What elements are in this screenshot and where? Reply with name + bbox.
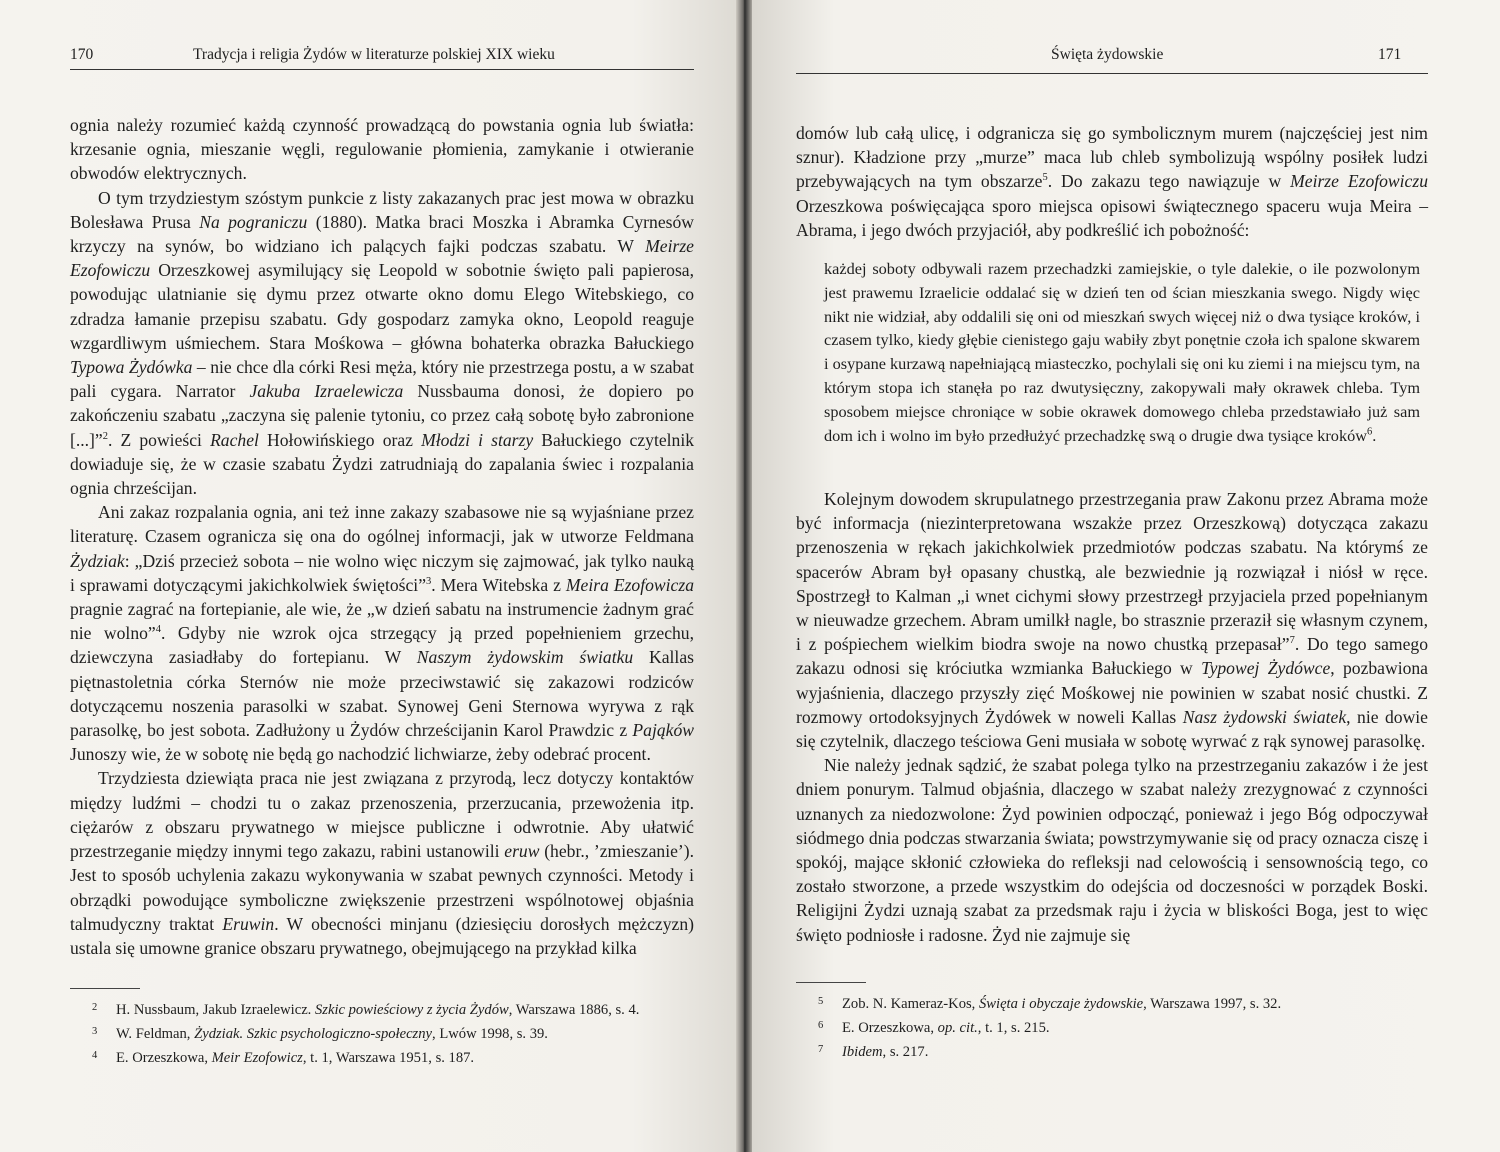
footnote-number: 5 bbox=[818, 996, 824, 1007]
right-footnote bbox=[818, 1015, 1438, 1039]
block-quote bbox=[824, 257, 1420, 447]
left-footnotes bbox=[92, 997, 712, 1069]
left-footnote bbox=[92, 997, 712, 1021]
footnote-text: E. Orzeszkowa, op. cit., t. 1, s. 215. bbox=[842, 1020, 1050, 1036]
right-footnote bbox=[818, 1039, 1438, 1063]
left-body-paragraph: Ani zakaz rozpalania ognia, ani też inne zakazy szabasowe nie są wyjaśniane przez literaturę. Czasem ogranicza się ona do ogólnej informacji, jak w utworze Feldmana Żydziak: „Dziś przecież sobota – nie wolno więc niczym się zajmować, jak tylko nauką i sprawami dotyczącymi jakichkolwiek świętości”$^3$. Mera Witebska z Meira Ezofowicza pragnie zagrać na fortepianie, ale wie, że „w dzień sabatu na instrumencie żadnym grać nie wolno”$^4$. Gdyby nie wzrok ojca strzegący ją przed popełnieniem grzechu, dziewczyna zasiadłaby do fortepianu. W Naszym żydowskim światku Kallas piętnastoletnia córka Sternów nie może przeciwstawić się zakazowi rodziców dotyczącemu noszenia parasolki w szabat. Synowej Geni Sternowa wyrywa z rąk parasolkę, bo jest sobota. Zadłużony u Żydów chrześcijanin Karol Prawdzic z Pająków Junoszy wie, że w sobotę nie będą go nachodzić lichwiarze, żeby odebrać procent. bbox=[70, 502, 695, 765]
left-page bbox=[0, 0, 744, 1152]
right-body-paragraph: Kolejnym dowodem skrupulatnego przestrzegania praw Zakonu przez Abrama może być informacja (niezinterpretowana wszakże przez Orzeszkową) dotycząca zakazu przenoszenia w rękach jakichkolwiek przedmiotów podczas szabatu. Na którymś ze spacerów Abram był opasany chustką, ale bezwiednie ją rozwiązał i niósł w ręce. Spostrzegł to Kalman „i wnet cichymi słowy przestrzegł przyjaciela przed popełnianym w nieuwadze grzechem. Abram umilkł nagle, bo strasznie przeraził się własnym czynem, i z pośpiechem wielkim biodra swoje na nowo chustką przepasał”$^7$. Do tego samego zakazu odnosi się króciutka wzmianka Bałuckiego w Typowej Żydówce, pozbawiona wyjaśnienia, dlaczego przyszły zięć Mośkowej nie powinien w szabat nosić chustki. Z rozmowy ortodoksyjnych Żydówek w noweli Kallas Nasz żydowski światek, nie dowie się czytelnik, dlaczego teściowa Geni musiała w sobotę wyrwać z rąk synowej parasolkę. bbox=[796, 489, 1428, 752]
left-body-paragraph: Trzydziesta dziewiąta praca nie jest związana z przyrodą, lecz dotyczy kontaktów między ludźmi – chodzi tu o zakaz przenoszenia, przerzucania, przewożenia itp. ciężarów z obszaru prywatnego w miejsce publiczne i odwrotnie. Aby ułatwić przestrzeganie między innymi tego zakazu, rabini ustanowili eruw (hebr., ’zmieszanie’). Jest to sposób uchylenia zakazu wykonywania w szabat pewnych czynności. Metody i obrządki powodujące symboliczne zwiększenie przestrzeni wspólnotowej objaśnia talmudyczny traktat Eruwin. W obecności minjanu (dziesięciu dorosłych mężczyzn) ustala się umowne granice obszaru prywatnego, obejmującego na przykład kilka bbox=[70, 768, 695, 958]
left-running-head: Tradycja i religia Żydów w literaturze polskiej XIX wieku bbox=[193, 46, 555, 63]
left-footnote bbox=[92, 1045, 712, 1069]
left-footnote bbox=[92, 1021, 712, 1045]
right-header-rule bbox=[796, 73, 1428, 74]
left-header-rule bbox=[70, 69, 694, 70]
right-body-text-bottom bbox=[796, 487, 1428, 947]
footnote-text: W. Feldman, Żydziak. Szkic psychologiczno-społeczny, Lwów 1998, s. 39. bbox=[116, 1026, 548, 1042]
right-running-head: Święta żydowskie bbox=[1051, 46, 1164, 63]
footnote-text: E. Orzeszkowa, Meir Ezofowicz, t. 1, Warszawa 1951, s. 187. bbox=[116, 1050, 475, 1066]
block-quote-text: każdej soboty odbywali razem przechadzki zamiejskie, o tyle dalekie, o ile pozwolonym jest prawemu Izraelicie oddalać się w dzień ten od ścian mieszkania swego. Nigdy więc nikt nie widział, aby oddalili się oni od mieszkań swych więcej niż o dwa tysiące kroków, i czasem tylko, kiedy głębie cienistego gaju wabiły zbyt ponętnie czoła ich spalone skwarem i osypane kurzawą napełniającą miasteczko, pochylali się oni ku ziemi i na miejscu tym, na którym stopa ich stanęła po raz dwutysięczny, zakopywali mały okrawek chleba. Tym sposobem miejsce chroniące w sobie okrawek domowego chleba przedstawiało już sam dom ich i wolno im było przedłużyć przechadzkę swą o drugie dwa tysiące kroków$^6$. bbox=[824, 259, 1420, 445]
footnote-text: Ibidem, s. 217. bbox=[842, 1044, 929, 1060]
book-gutter bbox=[736, 0, 752, 1152]
right-body-paragraph: domów lub całą ulicę, i odgranicza się go symbolicznym murem (najczęściej jest nim sznur). Kładzione przy „murze” maca lub chleb symbolizują wspólny posiłek ludzi przebywających na tym obszarze$^5$. Do zakazu tego nawiązuje w Meirze Ezofowiczu Orzeszkowa poświęcająca sporo miejsca opisowi świątecznego spaceru wuja Meira – Abrama, i jego dwóch przyjaciół, aby podkreślić ich pobożność: bbox=[796, 123, 1429, 240]
left-footnote-rule bbox=[70, 988, 140, 989]
footnote-number: 7 bbox=[818, 1044, 824, 1055]
right-body-paragraph: Nie należy jednak sądzić, że szabat polega tylko na przestrzeganiu zakazów i że jest dniem ponurym. Talmud objaśnia, dlaczego w szabat należy zrezygnować z czynności uznanych za niedozwolone: Żyd powinien odpocząć, ponieważ i jego Bóg odpoczywał siódmego dnia podczas stwarzania świata; powstrzymywanie się od pracy oznacza ciszę i spokój, mające skłonić człowieka do refleksji nad celowością i sensownością tego, co zostało stworzone, a przede wszystkim do odejścia od doczesności w porządek Boski. Religijni Żydzi uznają szabat za przedsmak raju i życia w bliskości Boga, jest to więc święto podniosłe i radosne. Żyd nie zajmuje się bbox=[796, 755, 1428, 945]
footnote-number: 4 bbox=[92, 1050, 98, 1061]
left-page-number: 170 bbox=[70, 46, 94, 63]
left-body-paragraph: O tym trzydziestym szóstym punkcie z listy zakazanych prac jest mowa w obrazku Bolesława Prusa Na pograniczu (1880). Matka braci Moszka i Abramka Cyrnesów krzyczy na synów, bo widziano ich palących fajki podczas szabatu. W Meirze Ezofowiczu Orzeszkowej asymilujący się Leopold w sobotnie święto pali papierosa, powodując ulatnianie się dymu przez otwarte okno domu Elego Witebskiego, co zdradza łamanie przepisu szabatu. Gdy gospodarz zamyka okno, Leopold reaguje wzgardliwym uśmiechem. Stara Mośkowa – główna bohaterka obrazka Bałuckiego Typowa Żydówka – nie chce dla córki Resi męża, który nie przestrzega postu, a w szabat pali cygara. Narrator Jakuba Izraelewicza Nussbauma donosi, że dopiero po zakończeniu szabatu „zaczyna się palenie tytoniu, co przez całą sobotę było zabronione [...]”$^2$. Z powieści Rachel Hołowińskiego oraz Młodzi i starzy Bałuckiego czytelnik dowiaduje się, że w czasie szabatu Żydzi zatrudniają do zapalania świec i rozpalania ognia chrześcijan. bbox=[70, 187, 695, 499]
left-body-text bbox=[70, 113, 694, 960]
right-footnote bbox=[818, 991, 1438, 1015]
footnote-number: 6 bbox=[818, 1020, 824, 1031]
right-page-number: 171 bbox=[1378, 46, 1402, 63]
footnote-number: 3 bbox=[92, 1026, 98, 1037]
footnote-text: Zob. N. Kameraz-Kos, Święta i obyczaje żydowskie, Warszawa 1997, s. 32. bbox=[842, 996, 1282, 1012]
left-body-paragraph: ognia należy rozumieć każdą czynność prowadzącą do powstania ognia lub światła: krzesanie ognia, mieszanie węgli, regulowanie płomienia, zamykanie i otwieranie obwodów elektrycznych. bbox=[70, 115, 694, 184]
right-body-text-top bbox=[796, 121, 1428, 242]
right-footnote-rule bbox=[796, 982, 866, 983]
right-footnotes bbox=[818, 991, 1438, 1063]
right-page bbox=[744, 0, 1500, 1152]
footnote-text: H. Nussbaum, Jakub Izraelewicz. Szkic powieściowy z życia Żydów, Warszawa 1886, s. 4. bbox=[116, 1002, 640, 1018]
footnote-number: 2 bbox=[92, 1002, 98, 1013]
